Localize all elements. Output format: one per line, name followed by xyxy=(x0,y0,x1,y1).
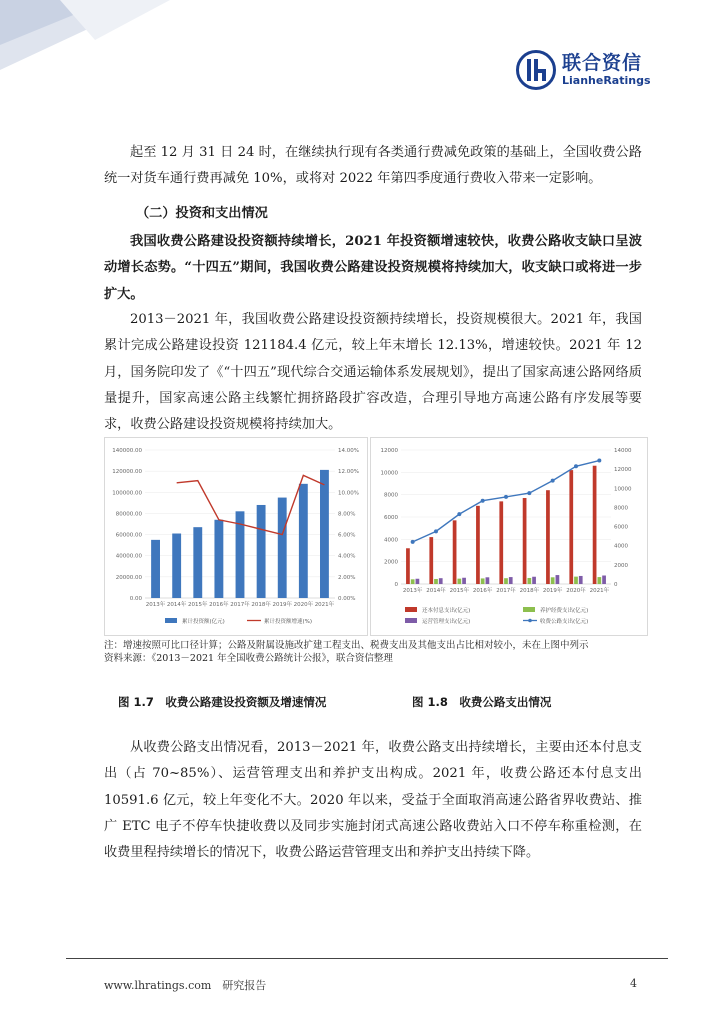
x-tick-label: 2021年 xyxy=(589,588,610,594)
y-tick-left: 80000.00 xyxy=(115,511,142,518)
legend-marker xyxy=(528,619,532,623)
y-tick-right: 10.00% xyxy=(338,490,359,497)
chart-investment-box xyxy=(104,437,368,636)
y-tick-left: 0 xyxy=(394,582,398,588)
bar-1 xyxy=(193,527,202,598)
figure-caption-1-8: 图 1.8 收费公路支出情况 xyxy=(412,695,552,709)
x-tick-label: 2014年 xyxy=(426,588,446,594)
bar-3 xyxy=(439,578,443,584)
bar-1 xyxy=(499,501,503,584)
y-tick-right: 4000 xyxy=(614,543,628,550)
footer-divider xyxy=(66,958,668,959)
logo-english-name: LianheRatings xyxy=(562,74,651,87)
legend-swatch xyxy=(165,618,177,623)
y-tick-right: 0 xyxy=(614,582,618,588)
line-point xyxy=(574,464,578,468)
x-tick-label: 2018年 xyxy=(251,602,271,608)
bar-2 xyxy=(551,577,555,584)
bar-1 xyxy=(320,470,329,598)
footer-website: www.lhratings.com 研究报告 xyxy=(104,979,267,992)
line-point xyxy=(597,459,601,463)
legend-label: 养护经费支出(亿元) xyxy=(540,608,589,614)
y-tick-left: 6000 xyxy=(384,515,398,521)
y-tick-right: 8000 xyxy=(614,505,628,512)
y-tick-right: 8.00% xyxy=(338,511,356,518)
bar-1 xyxy=(476,506,480,584)
paragraph-summary-bold: 我国收费公路建设投资额持续增长，2021 年投资额增速较快，收费公路收支缺口呈波动增长态势。“十四五”期间，我国收费公路建设投资规模将持续加大，收支缺口或将进一步扩大。 xyxy=(104,234,642,302)
y-tick-left: 8000 xyxy=(384,492,398,499)
bar-2 xyxy=(574,577,578,584)
y-tick-left: 100000.00 xyxy=(112,490,142,497)
line-point xyxy=(434,529,438,533)
y-tick-right: 0.00% xyxy=(338,596,356,602)
paragraph-investment: 2013－2021 年，我国收费公路建设投资额持续增长，投资规模很大。2021 年，我国累计完成公路建设投资 121184.4 亿元，较上年末增长 12.13%，增速较快。2021 年 12 月，国务院印发了《“十四五”现代综合交通运输体系发展规划》，提出了国家高速公路网络质量提升，国家高速公路主线繁忙拥挤路段扩容改造，合理引导地方高速公路有序发展等要求，收费公路建设投资规模将持续加大。 xyxy=(104,312,642,433)
y-tick-right: 14.00% xyxy=(338,448,359,454)
y-tick-left: 120000.00 xyxy=(112,469,142,476)
y-tick-left: 2000 xyxy=(384,559,398,566)
y-tick-right: 10000 xyxy=(614,486,632,493)
bar-2 xyxy=(434,579,438,584)
x-tick-label: 2019年 xyxy=(272,602,292,608)
legend-label: 累计投资额增速(%) xyxy=(264,619,313,625)
y-tick-left: 20000.00 xyxy=(115,574,142,581)
bar-1 xyxy=(172,534,181,598)
x-tick-label: 2017年 xyxy=(230,602,250,608)
y-tick-left: 60000.00 xyxy=(115,532,142,539)
x-tick-label: 2014年 xyxy=(166,602,187,608)
bar-2 xyxy=(527,578,531,584)
figure-caption-1-7: 图 1.7 收费公路建设投资额及增速情况 xyxy=(118,695,327,709)
legend-swatch xyxy=(405,618,417,623)
line-point xyxy=(411,540,415,544)
legend-label: 累计投资额(亿元) xyxy=(182,619,225,625)
logo-mark-icon xyxy=(516,50,556,90)
chart-investment xyxy=(105,438,367,635)
line-point xyxy=(481,499,485,503)
y-tick-right: 12.00% xyxy=(338,469,359,476)
x-tick-label: 2016年 xyxy=(472,588,493,594)
bar-1 xyxy=(257,505,266,598)
x-tick-label: 2013年 xyxy=(145,602,166,608)
y-tick-left: 10000 xyxy=(380,470,398,477)
corner-decoration xyxy=(0,0,170,110)
x-tick-label: 2017年 xyxy=(496,588,516,594)
bar-2 xyxy=(411,579,415,584)
note-text: 注：增速按照可比口径计算；公路及附属设施改扩建工程支出、税费支出及其他支出占比相对较小，未在上图中列示 xyxy=(104,640,589,651)
chart-expenditure-box xyxy=(370,437,648,636)
bar-3 xyxy=(602,576,606,584)
bar-1 xyxy=(151,540,160,598)
bar-3 xyxy=(579,576,583,584)
y-tick-right: 14000 xyxy=(614,448,632,454)
bar-1 xyxy=(278,498,287,598)
bar-2 xyxy=(457,579,461,584)
line-point xyxy=(527,491,531,495)
chart-expenditure xyxy=(371,438,647,635)
y-tick-left: 0.00 xyxy=(129,596,142,602)
x-tick-label: 2020年 xyxy=(566,588,586,594)
y-tick-left: 4000 xyxy=(384,537,398,544)
page-number: 4 xyxy=(630,977,637,990)
bar-1 xyxy=(214,520,223,598)
line-point xyxy=(457,512,461,516)
bar-3 xyxy=(556,575,560,584)
x-tick-label: 2015年 xyxy=(449,588,470,594)
y-tick-left: 40000.00 xyxy=(115,553,142,560)
x-tick-label: 2016年 xyxy=(209,602,229,608)
y-tick-right: 4.00% xyxy=(338,553,356,560)
bar-2 xyxy=(597,577,601,584)
paragraph-continued: 起至 12 月 31 日 24 时，在继续执行现有各类通行费减免政策的基础上，全国收费公路统一对货车通行费再减免 10%，或将对 2022 年第四季度通行费收入带来一定影响。 xyxy=(104,145,642,187)
y-tick-right: 2.00% xyxy=(338,574,356,581)
bar-1 xyxy=(429,537,433,584)
logo-chinese-name: 联合资信 xyxy=(562,52,643,74)
bar-3 xyxy=(416,579,420,584)
bar-2 xyxy=(504,578,508,584)
paragraph-expenditure: 从收费公路支出情况看，2013－2021 年，收费公路支出持续增长，主要由还本付息支出（占 70~85%）、运营管理支出和养护支出构成。2021 年，收费公路还本付息支出 10591.6 亿元，较上年变化不大。2020 年以来，受益于全面取消高速公路省界收费站、推广 ETC 电子不停车快捷收费以及同步实施封闭式高速公路收费站入口不停车称重检测，在收费里程持续增长的情况下，收费公路运营管理支出和养护支出持续下降。 xyxy=(104,740,642,861)
x-tick-label: 2018年 xyxy=(519,588,540,594)
line-point xyxy=(504,495,508,499)
x-tick-label: 2019年 xyxy=(542,588,563,594)
legend-swatch xyxy=(405,607,417,612)
bar-1 xyxy=(546,490,550,584)
legend-label: 运营管理支出(亿元) xyxy=(422,619,471,625)
y-tick-right: 2000 xyxy=(614,562,628,569)
bar-1 xyxy=(569,470,573,584)
bar-1 xyxy=(299,484,308,598)
source-text: 资料来源：《2013－2021 年全国收费公路统计公报》，联合资信整理 xyxy=(104,652,393,664)
bar-1 xyxy=(453,520,457,584)
bar-2 xyxy=(481,578,485,584)
legend-label: 还本付息支出(亿元) xyxy=(422,608,471,614)
section-heading: （二）投资和支出情况 xyxy=(136,206,268,221)
line-point xyxy=(551,479,555,483)
y-tick-left: 140000.00 xyxy=(112,448,142,454)
y-tick-right: 12000 xyxy=(614,467,632,474)
bar-3 xyxy=(509,577,513,584)
company-logo xyxy=(516,50,651,90)
bar-1 xyxy=(593,466,597,584)
legend-swatch xyxy=(523,607,535,612)
y-tick-right: 6000 xyxy=(614,524,628,531)
x-tick-label: 2020年 xyxy=(293,602,314,608)
bar-1 xyxy=(406,548,410,584)
chart-notes xyxy=(104,640,644,665)
bar-3 xyxy=(532,577,536,584)
x-tick-label: 2021年 xyxy=(314,602,335,608)
y-tick-right: 6.00% xyxy=(338,532,356,539)
legend-label: 收费公路支出(亿元) xyxy=(540,619,589,625)
bar-3 xyxy=(462,578,466,584)
bar-3 xyxy=(486,577,490,584)
x-tick-label: 2015年 xyxy=(188,602,208,608)
y-tick-left: 12000 xyxy=(380,448,398,454)
bar-1 xyxy=(523,498,527,584)
x-tick-label: 2013年 xyxy=(402,588,423,594)
